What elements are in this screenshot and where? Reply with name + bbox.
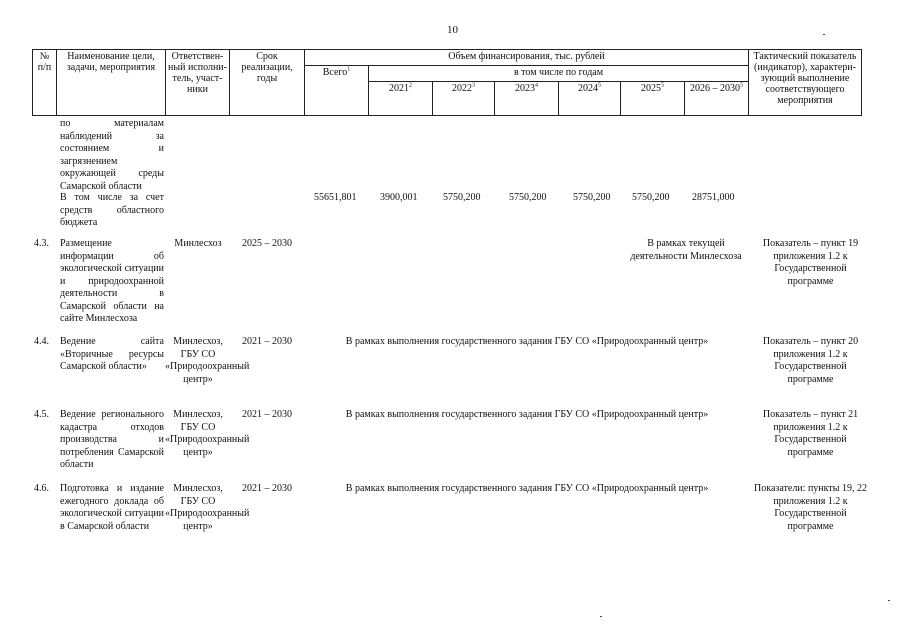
header-term: Срок реализации, годы xyxy=(230,50,305,116)
scan-speck xyxy=(600,616,602,617)
row-term: 2021 – 2030 xyxy=(242,483,292,494)
budget-2026-2030: 28751,000 xyxy=(692,192,735,203)
header-year: 2021$^2$ xyxy=(369,82,433,116)
row-number: 4.6. xyxy=(34,483,49,494)
row-term: 2025 – 2030 xyxy=(242,238,292,249)
scan-speck xyxy=(823,34,825,35)
header-year: 2022$^3$ xyxy=(433,82,495,116)
header-by-years: в том числе по годам xyxy=(369,66,749,82)
row-responsible: Минлесхоз xyxy=(174,238,222,249)
row-funding: В рамках выполнения государственного задания ГБУ СО «Природоохранный центр» xyxy=(345,483,709,494)
row-responsible: Минлесхоз, ГБУ СО «Природоохранный центр» xyxy=(165,409,250,458)
header-funding: Объем финансирования, тыс. рублей xyxy=(305,50,749,66)
row-name: Размещение информации об экологической ситуации и природоохранной деятельности в Самарской области на сайте Минлесхоза xyxy=(60,238,164,324)
header-year: 2023$^4$ xyxy=(495,82,559,116)
budget-total: 55651,801 xyxy=(314,192,357,203)
row-indicator: Показатель – пункт 21 приложения 1.2 к Государственной программе xyxy=(762,409,859,458)
budget-2025: 5750,200 xyxy=(632,192,670,203)
row-number: 4.3. xyxy=(34,238,49,249)
header-total: Всего$^1$ xyxy=(305,66,369,116)
header-name: Наименование цели, задачи, мероприятия xyxy=(57,50,166,116)
page-number: 10 xyxy=(447,24,458,36)
row-responsible: Минлесхоз, ГБУ СО «Природоохранный центр» xyxy=(165,483,250,532)
budget-2023: 5750,200 xyxy=(509,192,547,203)
row-name: Подготовка и издание ежегодного доклада об экологической ситуации в Самарской области xyxy=(60,483,164,532)
header-indicator: Тактический показатель (индикатор), характери-зующий выполнение соответствующего мероприятия xyxy=(749,50,862,116)
header-year: 2025$^5$ xyxy=(621,82,685,116)
budget-2022: 5750,200 xyxy=(443,192,481,203)
table-header xyxy=(32,49,862,116)
budget-2021: 3900,001 xyxy=(380,192,418,203)
header-year: 2026 – 2030$^5$ xyxy=(685,82,749,116)
row-responsible: Минлесхоз, ГБУ СО «Природоохранный центр» xyxy=(165,336,250,385)
row-indicator: Показатели: пункты 19, 22 приложения 1.2 к Государственной программе xyxy=(754,483,867,532)
row-number: 4.5. xyxy=(34,409,49,420)
header-responsible: Ответствен-ный исполни-тель, участ-ники xyxy=(166,50,230,116)
row-funding: В рамках текущей деятельности Минлесхоза xyxy=(630,238,742,262)
budget-2024: 5750,200 xyxy=(573,192,611,203)
row-name: Ведение регионального кадастра отходов производства и потребления Самарской области xyxy=(60,409,164,470)
row-funding: В рамках выполнения государственного задания ГБУ СО «Природоохранный центр» xyxy=(345,336,709,347)
continuation-text: по материалам наблюдений за состоянием и загрязнением окружающей среды Самарской области xyxy=(60,118,164,192)
row-number: 4.4. xyxy=(34,336,49,347)
row-indicator: Показатель – пункт 19 приложения 1.2 к Государственной программе xyxy=(762,238,859,287)
row-term: 2021 – 2030 xyxy=(242,336,292,347)
scan-speck xyxy=(888,600,890,601)
row-name: Ведение сайта «Вторичные ресурсы Самарской области» xyxy=(60,336,164,372)
row-term: 2021 – 2030 xyxy=(242,409,292,420)
regional-budget-label: В том числе за счет средств областного бюджета xyxy=(60,192,164,228)
header-no: № п/п xyxy=(33,50,57,116)
row-funding: В рамках выполнения государственного задания ГБУ СО «Природоохранный центр» xyxy=(345,409,709,420)
header-year: 2024$^5$ xyxy=(559,82,621,116)
row-indicator: Показатель – пункт 20 приложения 1.2 к Государственной программе xyxy=(762,336,859,385)
